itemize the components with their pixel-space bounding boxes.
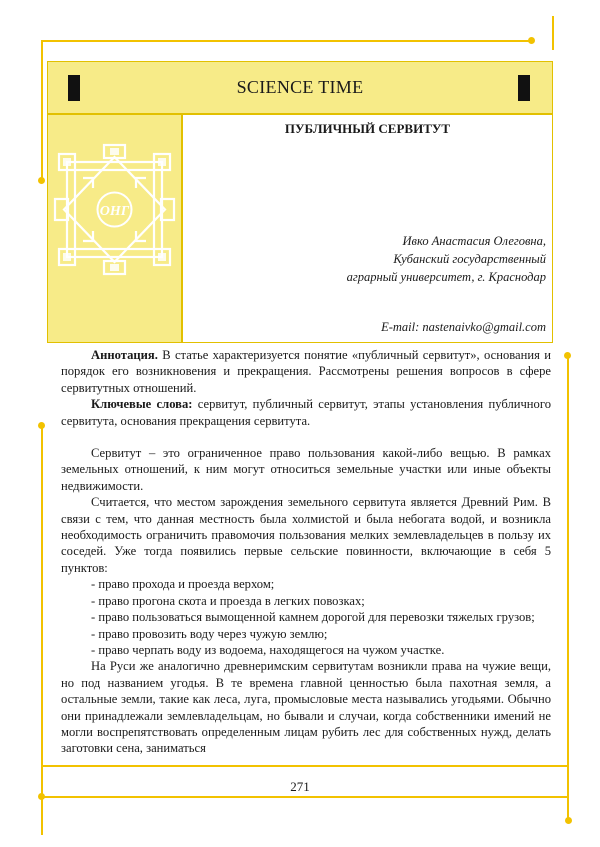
journal-title: SCIENCE TIME <box>236 77 364 97</box>
frame-line-bottom <box>41 765 569 767</box>
article-title: ПУБЛИЧНЫЙ СЕРВИТУТ <box>284 121 451 136</box>
author-affiliation-city: аграрный университет, г. Краснодар <box>346 270 546 284</box>
logo-text: ОНГ <box>99 204 130 219</box>
abstract-text: В статье характеризуется понятие «публичный сервитут», основания и порядок его возникновения и прекращения. Рассмотрены решения вопросов в сфере сервитутных отношений. <box>61 348 551 395</box>
frame-dot <box>38 422 45 429</box>
list-item: - право прохода и проезда верхом; <box>91 577 275 592</box>
author-affiliation: Кубанский государственный <box>393 252 546 266</box>
frame-line-left-bottom <box>41 425 43 835</box>
journal-header <box>47 61 553 114</box>
abstract-label: Аннотация. <box>91 348 158 362</box>
journal-logo <box>48 115 181 342</box>
abstract-paragraph <box>61 347 551 396</box>
list-item: - право черпать воду из водоема, находящегося на чужом участке. <box>91 642 445 657</box>
list-item: - право провозить воду через чужую землю; <box>91 626 328 641</box>
list-item: - право прогона скота и проезда в легких повозках; <box>91 593 365 608</box>
frame-line-top <box>41 40 532 42</box>
article-info-panel <box>182 114 553 343</box>
author-block <box>347 232 546 286</box>
frame-line-right <box>567 355 569 820</box>
keywords-paragraph <box>61 396 551 429</box>
page-number: 271 <box>290 779 310 794</box>
frame-line-right-top <box>552 16 554 50</box>
frame-dot <box>528 37 535 44</box>
paragraph: Считается, что местом зарождения земельного сервитута является Древний Рим. В связи с тем, что данная местность была холмистой и была небогата водой, и возникла необходимость ограничить правомочия пользования мелких землевладельцев в пользу их соседей. Уже тогда появились первые сельские повинности, включающие в себя 5 пунктов: <box>61 495 551 575</box>
spacer <box>61 429 551 445</box>
keywords-label: Ключевые слова: <box>91 397 193 412</box>
author-name: Ивко Анастасия Олеговна, <box>402 234 546 248</box>
frame-dot <box>38 177 45 184</box>
frame-dot <box>565 817 572 824</box>
article-body <box>61 347 551 757</box>
frame-dot <box>564 352 571 359</box>
keywords-text: сервитут, публичный сервитут, этапы установления публичного сервитута, основания прекращения сервитута. <box>61 397 551 428</box>
logo-panel <box>47 114 182 343</box>
header-bar-right <box>518 75 530 101</box>
paragraph: На Руси же аналогично древнеримским сервитутам возникли права на чужие вещи, но под названием угодья. В те времена главной ценностью была пахотная земля, а остальные земли, такие как леса, луга, промысловые места назывались угодьями. Обычно они принадлежали землевладельцам, но бывали и случаи, когда собственники имений не могли воспрепятствовать определенным лицам рубить лес для собственных нужд, делать заготовки сена, заниматься <box>61 659 551 756</box>
frame-line-left-top <box>41 40 43 180</box>
author-email: E-mail: nastenaivko@gmail.com <box>381 320 546 334</box>
list-item: - право пользоваться вымощенной камнем дорогой для перевозки тяжелых грузов; <box>91 610 535 625</box>
paragraph: Сервитут – это ограниченное право пользования какой-либо вещью. В рамках земельных отношений, к ним могут относиться земельные участки или иные объекты недвижимости. <box>61 446 551 493</box>
frame-line-bottom-2 <box>41 796 569 798</box>
